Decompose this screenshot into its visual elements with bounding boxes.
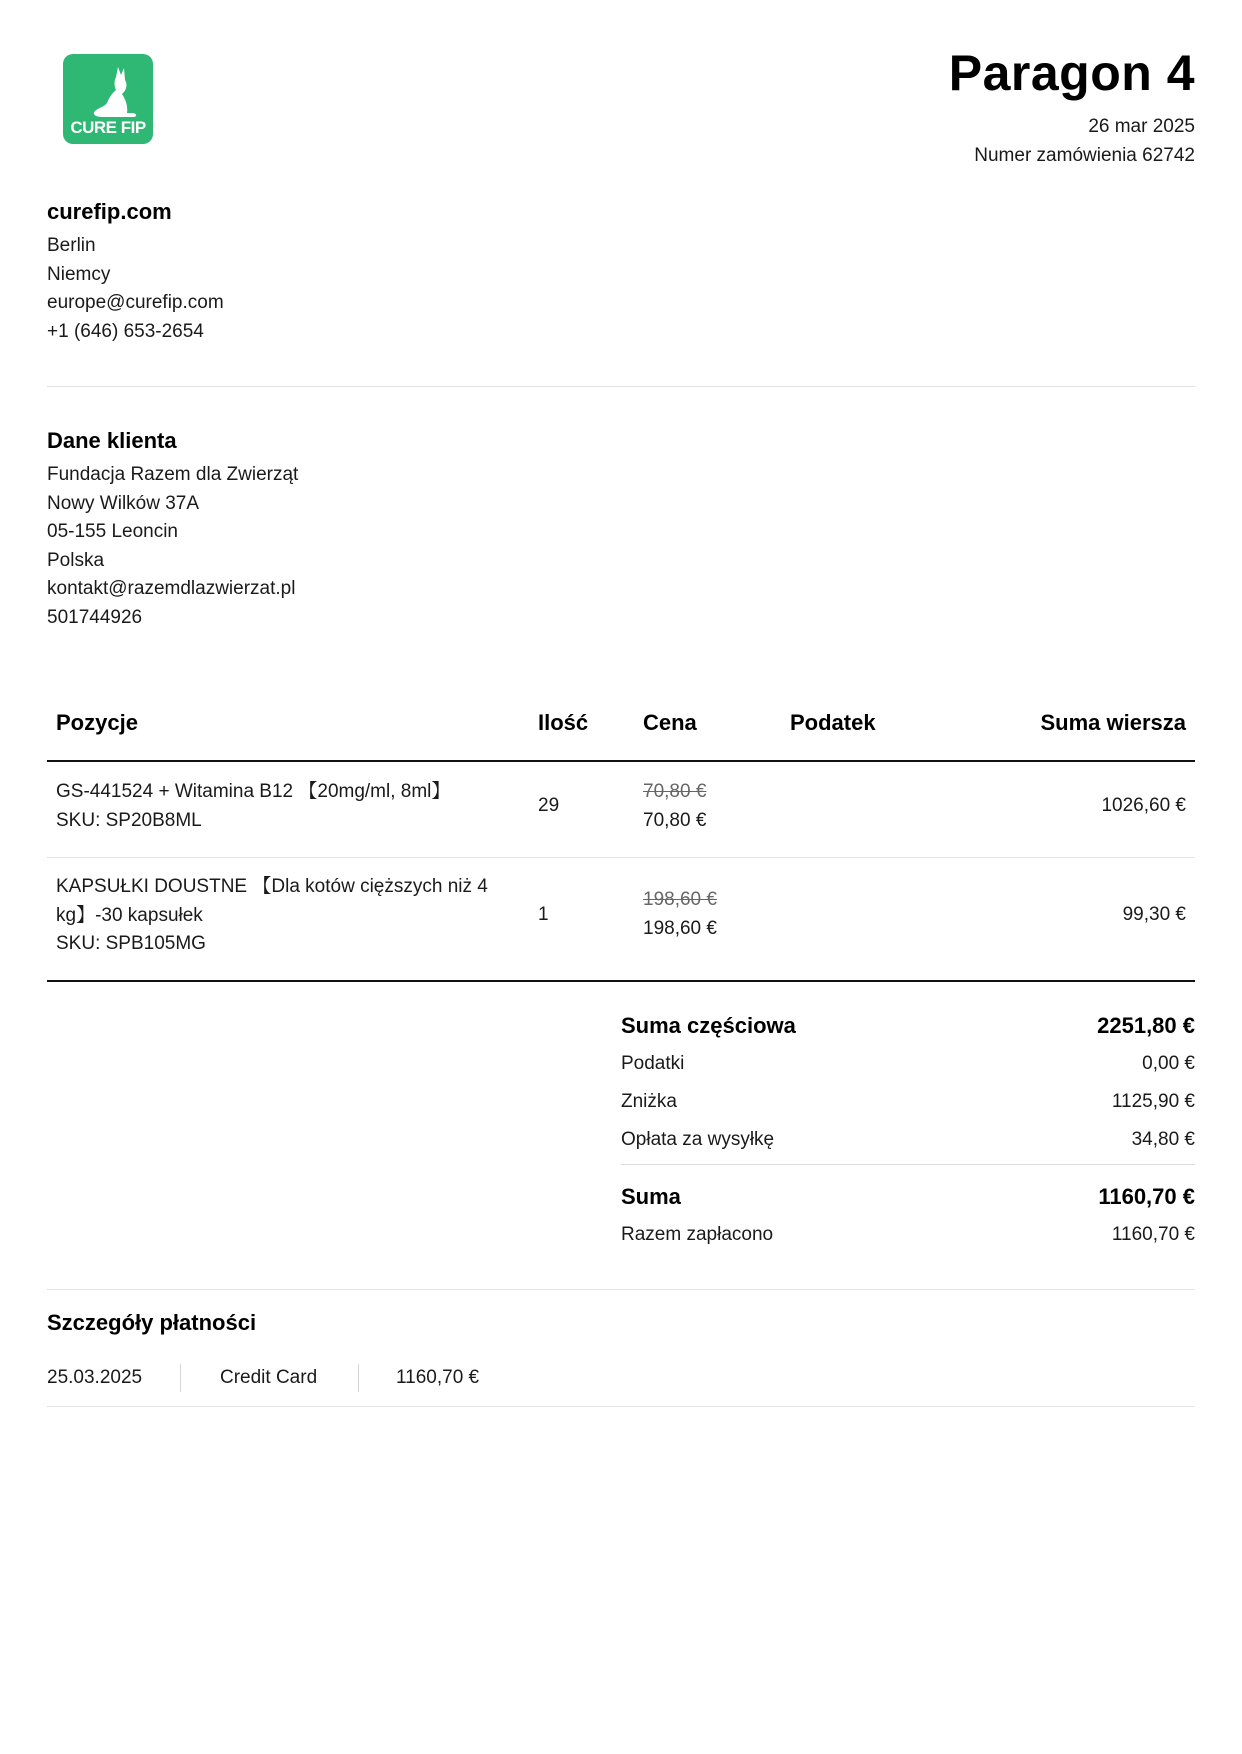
shipping-row: [621, 1126, 1195, 1154]
client-phone: 501744926: [47, 606, 143, 628]
taxes-row: [621, 1050, 1195, 1078]
items-table: [47, 700, 1195, 982]
taxes-value: 0,00 €: [1142, 1053, 1195, 1074]
totals-divider: [621, 1164, 1195, 1165]
shipping-value: 34,80 €: [1131, 1129, 1195, 1150]
item-line-total: 1026,60 €: [1101, 795, 1186, 816]
column-separator: [180, 1364, 181, 1392]
item-sku: SKU: SP20B8ML: [56, 809, 202, 831]
client-postal-city: 05-155 Leoncin: [47, 521, 178, 542]
seller-name: curefip.com: [47, 199, 172, 224]
paid-row: [621, 1221, 1195, 1249]
discount-row: [621, 1088, 1195, 1116]
total-value: 1160,70 €: [1098, 1184, 1195, 1209]
order-number: Numer zamówienia 62742: [974, 145, 1195, 166]
discount-label: Zniżka: [621, 1091, 677, 1112]
item-line-total: 99,30 €: [1122, 904, 1186, 925]
client-street: Nowy Wilków 37A: [47, 492, 200, 514]
payment-date: 25.03.2025: [47, 1367, 143, 1388]
paid-label: Razem zapłacono: [621, 1224, 774, 1245]
subtotal-row: [621, 1010, 1195, 1042]
client-country: Polska: [47, 549, 105, 571]
taxes-label: Podatki: [621, 1053, 685, 1074]
seller-phone: +1 (646) 653-2654: [47, 320, 204, 342]
payment-row: [47, 1363, 1195, 1393]
discount-value: 1125,90 €: [1111, 1091, 1195, 1112]
client-info: [47, 425, 298, 632]
subtotal-value: 2251,80 €: [1097, 1013, 1195, 1038]
cat-logo-icon: [62, 53, 154, 145]
total-row: [621, 1181, 1195, 1213]
column-header-price: Cena: [643, 710, 697, 735]
total-label: Suma: [621, 1184, 681, 1209]
payment-details: [47, 1307, 1195, 1393]
table-row: [47, 858, 1195, 982]
payment-section-title: Szczegóły płatności: [47, 1310, 257, 1335]
subtotal-label: Suma częściowa: [621, 1013, 796, 1038]
item-old-price: 198,60 €: [643, 889, 717, 910]
divider: [47, 386, 1195, 387]
page-title: Paragon 4: [948, 45, 1195, 101]
item-name-line: kg】-30 kapsułek: [56, 904, 203, 926]
column-separator: [358, 1364, 359, 1392]
column-header-line-total: Suma wiersza: [1040, 710, 1186, 735]
item-price: 70,80 €: [643, 809, 707, 831]
item-qty: 1: [538, 904, 549, 925]
column-header-qty: Ilość: [538, 710, 589, 735]
shipping-label: Opłata za wysyłkę: [621, 1129, 775, 1150]
item-price: 198,60 €: [643, 917, 717, 939]
receipt-header: [949, 42, 1195, 170]
item-old-price: 70,80 €: [643, 781, 707, 802]
seller-email[interactable]: europe@curefip.com: [47, 292, 224, 313]
brand-logo: [62, 53, 154, 145]
client-section-title: Dane klienta: [47, 428, 177, 453]
totals-summary: [621, 1010, 1195, 1249]
divider: [47, 1406, 1195, 1407]
logo-text: CURE FIP: [70, 118, 146, 137]
paid-value: 1160,70 €: [1111, 1224, 1195, 1245]
column-header-tax: Podatek: [790, 710, 876, 735]
client-name: Fundacja Razem dla Zwierząt: [47, 464, 299, 485]
payment-amount: 1160,70 €: [396, 1367, 480, 1388]
table-row: [47, 762, 1195, 858]
item-qty: 29: [538, 795, 560, 816]
divider: [47, 1289, 1195, 1290]
payment-method: Credit Card: [220, 1367, 318, 1388]
item-name: GS-441524 + Witamina B12 【20mg/ml, 8ml】: [56, 781, 451, 802]
item-name-line: KAPSUŁKI DOUSTNE 【Dla kotów cięższych niż 4: [56, 876, 488, 897]
seller-country: Niemcy: [47, 263, 111, 285]
seller-city: Berlin: [47, 235, 96, 256]
column-header-position: Pozycje: [56, 710, 138, 735]
client-email[interactable]: kontakt@razemdlazwierzat.pl: [47, 578, 296, 599]
seller-info: [47, 196, 224, 346]
receipt-date: 26 mar 2025: [1088, 116, 1195, 137]
item-sku: SKU: SPB105MG: [56, 933, 206, 954]
table-header: [47, 700, 1195, 762]
